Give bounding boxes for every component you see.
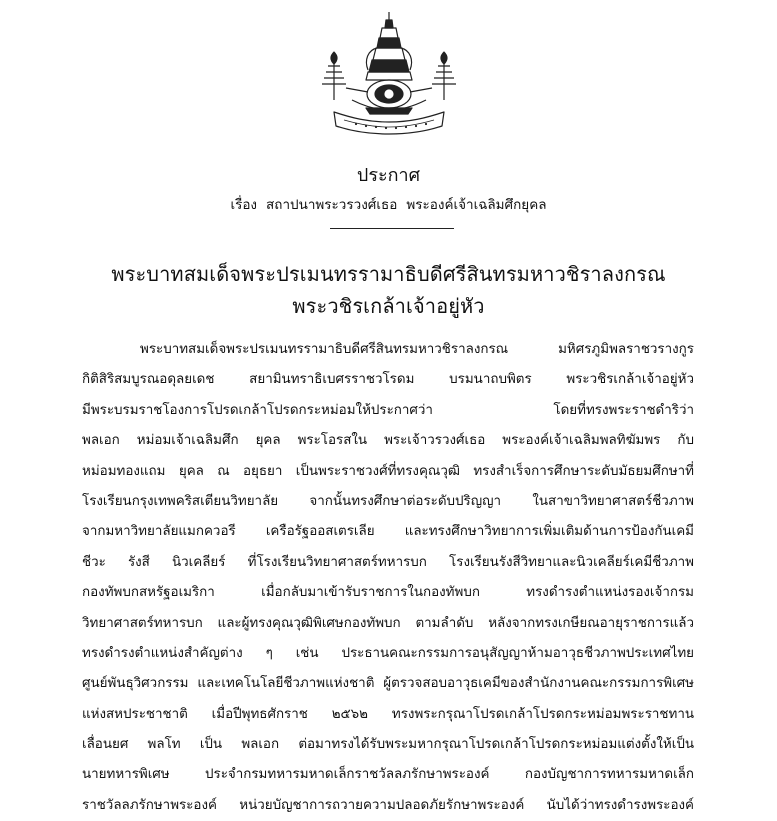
body-line: แห่งสหประชาชาติ เมื่อปีพุทธศักราช ๒๕๖๒ ทรงพระกรุณาโปรดเกล้าโปรดกระหม่อมพระราชทาน xyxy=(82,706,694,722)
royal-emblem-icon xyxy=(316,8,462,136)
subject-title: สถาปนาพระวรวงศ์เธอ xyxy=(266,197,398,213)
announcement-title: ประกาศ xyxy=(356,165,421,186)
announcement-body xyxy=(82,335,694,821)
body-line: ทรงดำรงตำแหน่งสำคัญต่าง ๆ เช่น ประธานคณะกรรมการอนุสัญญาห้ามอาวุธชีวภาพประเทศไทย xyxy=(82,645,694,661)
body-line: เลื่อนยศ พลโท เป็น พลเอก ต่อมาทรงได้รับพระมหากรุณาโปรดเกล้าโปรดกระหม่อมแต่งตั้งให้เป็น xyxy=(82,737,694,753)
body-line: ศูนย์พันธุวิศวกรรม และเทคโนโลยีชีวภาพแห่งชาติ ผู้ตรวจสอบอาวุธเคมีของสำนักงานคณะกรรมการพิเศษ xyxy=(82,676,694,692)
body-line: กองทัพบกสหรัฐอเมริกา เมื่อกลับมาเข้ารับราชการในกองทัพบก ทรงดำรงตำแหน่งรองเจ้ากรม xyxy=(82,585,694,601)
body-line: พระบาทสมเด็จพระปรเมนทรรามาธิบดีศรีสินทรมหาวชิราลงกรณ มหิศรภูมิพลราชวรางกูร xyxy=(140,342,694,357)
body-line: มีพระบรมราชโองการโปรดเกล้าโปรดกระหม่อมให้ประกาศว่า โดยที่ทรงพระราชดำริว่า xyxy=(82,402,694,418)
subject-label: เรื่อง xyxy=(230,197,258,213)
royal-title-heading-line-1: พระบาทสมเด็จพระปรเมนทรรามาธิบดีศรีสินทรมหาวชิราลงกรณ xyxy=(111,262,666,286)
body-line: โรงเรียนกรุงเทพคริสเตียนวิทยาลัย จากนั้นทรงศึกษาต่อระดับปริญญา ในสาขาวิทยาศาสตร์ชีวภาพ xyxy=(82,493,694,509)
subject-line xyxy=(0,193,777,215)
body-line: นายทหารพิเศษ ประจำกรมทหารมหาดเล็กราชวัลลภรักษาพระองค์ กองบัญชาการทหารมหาดเล็ก xyxy=(82,767,694,783)
body-line: ชีวะ รังสี นิวเคลียร์ ที่โรงเรียนวิทยาศาสตร์ทหารบก โรงเรียนรังสีวิทยาและนิวเคลียร์เคมีชีวภาพ xyxy=(82,554,694,570)
divider xyxy=(330,228,454,229)
body-line: วิทยาศาสตร์ทหารบก และผู้ทรงคุณวุฒิพิเศษกองทัพบก ตามลำดับ หลังจากทรงเกษียณอายุราชการแล้ว xyxy=(82,615,694,631)
body-line: ราชวัลลภรักษาพระองค์ หน่วยบัญชาการถวายความปลอดภัยรักษาพระองค์ นับได้ว่าทรงดำรงพระองค์ xyxy=(82,797,694,813)
subject-person: พระองค์เจ้าเฉลิมศึกยุคล xyxy=(406,197,547,213)
body-line: พลเอก หม่อมเจ้าเฉลิมศึก ยุคล พระโอรสใน พระเจ้าวรวงศ์เธอ พระองค์เจ้าเฉลิมพลทิฆัมพร กับ xyxy=(82,433,694,449)
royal-title-heading-line-2: พระวชิรเกล้าเจ้าอยู่หัว xyxy=(292,294,485,318)
body-line: กิติสิริสมบูรณอดุลยเดช สยามินทราธิเบศรราชวโรดม บรมนาถบพิตร พระวชิรเกล้าเจ้าอยู่หัว xyxy=(82,372,694,388)
body-line: จากมหาวิทยาลัยแมกควอรี เครือรัฐออสเตรเลีย และทรงศึกษาวิทยาการเพิ่มเติมด้านการป้องกันเคมี xyxy=(82,524,694,540)
body-line: หม่อมทองแถม ยุคล ณ อยุธยา เป็นพระราชวงศ์ที่ทรงคุณวุฒิ ทรงสำเร็จการศึกษาระดับมัธยมศึกษาที่ xyxy=(82,463,694,479)
